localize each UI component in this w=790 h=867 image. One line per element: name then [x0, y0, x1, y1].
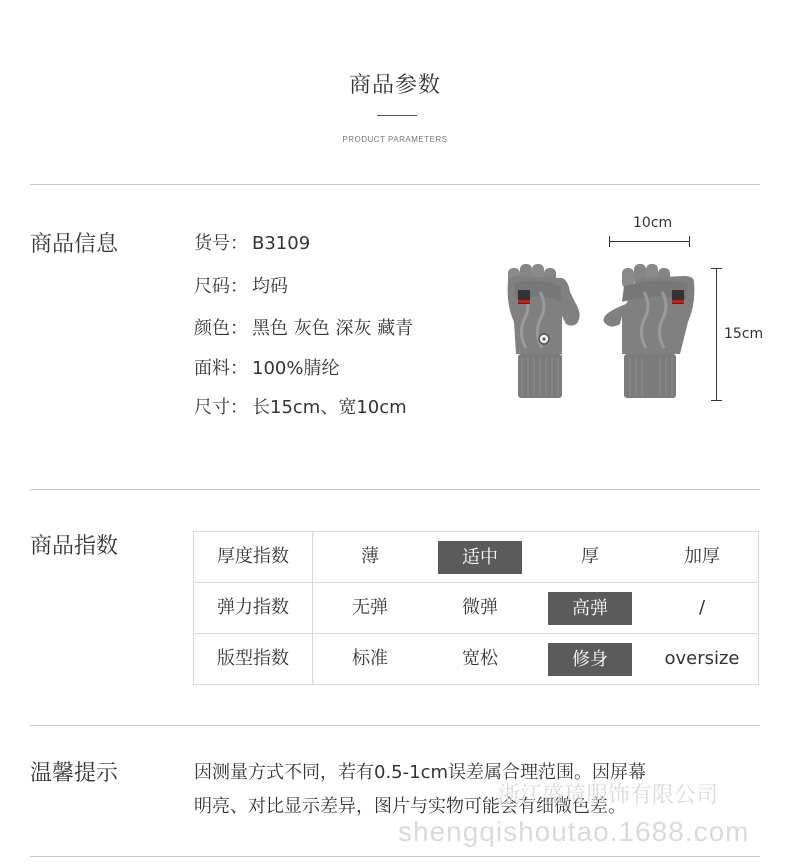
info-label: 面料： [194, 358, 248, 379]
tip-line: 明亮、对比显示差异，图片与实物可能会有细微色差。 [194, 796, 626, 817]
index-option: 标准 [352, 648, 388, 669]
page-title: 商品参数 [348, 73, 441, 98]
left-glove [508, 264, 580, 398]
index-option: / [698, 597, 706, 618]
index-row-name: 弹力指数 [217, 597, 289, 618]
info-value: 黑色 灰色 深灰 藏青 [252, 318, 414, 339]
info-label: 货号： [194, 233, 248, 254]
url-watermark: shengqishoutao.1688.com [398, 816, 750, 847]
info-value: B3109 [252, 233, 311, 254]
info-row-sku [194, 229, 310, 255]
index-option: oversize [664, 648, 740, 669]
section-divider [30, 184, 760, 185]
height-tick-bottom [711, 400, 722, 401]
right-glove [603, 264, 694, 398]
selected-thickness: 适中 [438, 541, 522, 574]
selected-fit: 修身 [548, 643, 632, 676]
table-col-divider [312, 532, 313, 684]
page-subtitle: PRODUCT PARAMETERS [342, 135, 448, 144]
section-divider [30, 856, 760, 857]
index-option: 微弹 [462, 597, 498, 618]
info-label: 颜色： [194, 318, 248, 339]
index-option: 厚 [581, 546, 599, 567]
info-label: 尺寸： [194, 397, 248, 418]
tip-line: 因测量方式不同，若有0.5-1cm误差属合理范围。因屏幕 [194, 762, 647, 783]
info-row-size [194, 272, 288, 298]
index-option: 宽松 [462, 648, 498, 669]
height-tick-top [711, 268, 722, 269]
selected-elasticity: 高弹 [548, 592, 632, 625]
info-row-fabric [194, 354, 339, 380]
section-divider [30, 725, 760, 726]
info-value: 均码 [252, 276, 288, 297]
index-option: 加厚 [684, 546, 720, 567]
width-tick-left [609, 236, 610, 247]
info-row-color [194, 314, 413, 340]
info-value: 长15cm、宽10cm [252, 397, 407, 418]
company-watermark: 浙江盛琦服饰有限公司 [498, 782, 719, 807]
index-row-name: 厚度指数 [217, 546, 289, 567]
product-info-title: 商品信息 [30, 232, 119, 257]
index-table [193, 531, 759, 685]
width-dimension-line [609, 241, 690, 242]
index-option: 薄 [361, 546, 379, 567]
height-label: 15cm [724, 326, 764, 342]
product-index-title: 商品指数 [30, 534, 119, 559]
info-row-dimensions [194, 393, 407, 419]
height-dimension-line [716, 268, 717, 401]
index-row-name: 版型指数 [217, 648, 289, 669]
info-label: 尺码： [194, 276, 248, 297]
index-option: 无弹 [352, 597, 388, 618]
width-tick-right [689, 236, 690, 247]
info-value: 100%腈纶 [252, 358, 340, 379]
section-divider [30, 489, 760, 490]
title-underline [377, 115, 417, 116]
width-label: 10cm [633, 215, 673, 231]
tips-title: 温馨提示 [30, 761, 119, 786]
product-photo [504, 262, 704, 412]
